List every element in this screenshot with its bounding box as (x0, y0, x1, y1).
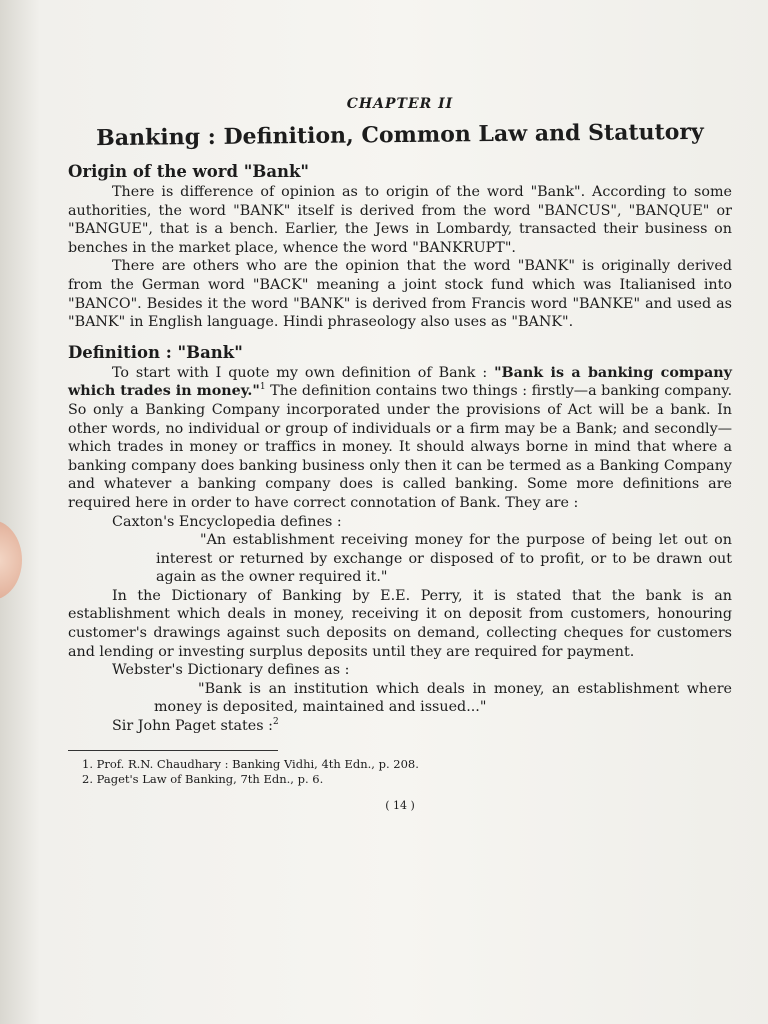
perry-paragraph: In the Dictionary of Banking by E.E. Perry, it is stated that the bank is an establishment which deals in money, receiving it on deposit from customers, honouring customer's drawings against such deposits on demand, collecting cheques for customers and lending or investing surplus deposits until they are required for payment. (68, 587, 732, 660)
paget-lead (112, 717, 732, 736)
document-body (68, 96, 732, 812)
footnote-ref-1: 1 (259, 382, 266, 393)
caxton-lead: Caxton's Encyclopedia defines : (112, 513, 342, 530)
page-number: ( 14 ) (385, 798, 415, 812)
paget-lead-text: Sir John Paget states : (112, 718, 273, 735)
webster-quote: "Bank is an institution which deals in money, an establishment where money is deposited, maintained and issued..." (154, 680, 732, 716)
chapter-label: CHAPTER II (346, 96, 454, 112)
section-heading-definition: Definition : "Bank" (68, 342, 243, 362)
definition-intro: To start with I quote my own definition of Bank : (112, 364, 495, 381)
origin-paragraph-1: There is difference of opinion as to origin of the word "Bank". According to some authorities, the word "BANK" itself is derived from the word "BANCUS", "BANQUE" or "BANGUE", that is a bench. Earlier, the Jews in Lombardy, transacted their business on benches in the market place, whence the word "BANKRUPT". (68, 184, 732, 256)
origin-paragraph-2: There are others who are the opinion that the word "BANK" is originally derived from the German word "BACK" meaning a joint stock fund which was Italianised into "BANCO". Besides it the word "BANK" is derived from Francis word "BANKE" and used as "BANK" in English language. Hindi phraseology also uses as "BANK". (68, 258, 732, 331)
caxton-quote: "An establishment receiving money for the purpose of being let out on interest or returned by exchange or disposed of to profit, or to be drawn out again as the owner required it." (156, 532, 732, 586)
webster-lead: Webster's Dictionary defines as : (112, 662, 350, 679)
definition-bold-quote: "Bank is a banking company which trades in money." (68, 364, 732, 400)
footnote-divider (68, 750, 278, 751)
footnote-1: 1. Prof. R.N. Chaudhary : Banking Vidhi, 4th Edn., p. 208. (82, 756, 419, 771)
definition-paragraph (68, 364, 732, 513)
section-heading-origin: Origin of the word "Bank" (68, 162, 310, 181)
chapter-title: Banking : Definition, Common Law and Statutory (96, 118, 704, 152)
definition-rest: The definition contains two things : firstly—a banking company. So only a Banking Company incorporated under the provisions of Act will be a bank. In other words, no individual or group of individuals or a firm may be a Bank; and secondly—which trades in money or traffics in money. It should always borne in mind that where a banking company does banking business only then it can be termed as a Banking Company and whatever a banking company does is called banking. Some more definitions are required here in order to have correct connotation of Bank. They are : (68, 383, 733, 511)
footnote-2: 2. Paget's Law of Banking, 7th Edn., p. 6. (82, 771, 324, 786)
footnote-ref-2: 2 (272, 717, 279, 728)
